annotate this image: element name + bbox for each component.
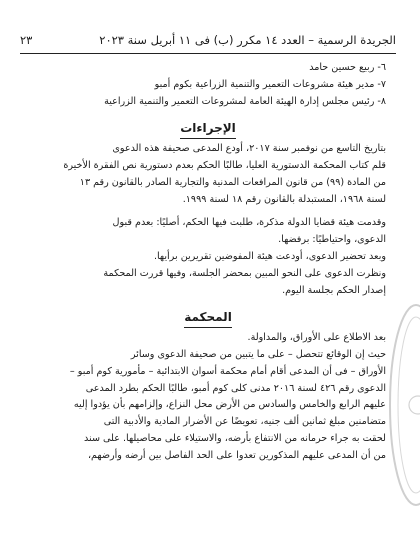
court-paragraph (30, 347, 386, 465)
text-line: من المادة (٩٩) من قانون المرافعات المدنية والتجارية الصادر بالقانون رقم ١٣ (79, 176, 386, 188)
watermark-stamp-icon (388, 300, 420, 510)
header-divider (20, 53, 396, 54)
page-header (20, 30, 396, 50)
party-item: ٧- مدير هيئة مشروعات التعمير والتنمية الزراعية بكوم أمبو (154, 78, 386, 90)
text-line: عليهم الرابع والخامس والسادس من الأرض محل النزاع، وإلزامهم بأن يؤدوا إليه (73, 399, 386, 411)
procedures-paragraph (30, 215, 386, 249)
party-item: ٦- ربيع حسين حامد (309, 62, 386, 73)
text-line: لحقت به جراء حرمانه من الانتفاع بأرضه، والاستيلاء على محاصيلها. على سند (84, 432, 386, 444)
procedures-paragraph (30, 266, 386, 300)
text-line: وبعد تحضير الدعوى، أودعت هيئة المفوضين تقريرين برأيها. (153, 250, 386, 262)
text-line: من أن المدعى عليهم المذكورين تعدوا على الحد الفاصل بين أرضه وأرضهم، (87, 449, 386, 461)
procedures-paragraph (30, 141, 386, 208)
court-paragraph (30, 330, 386, 347)
page-body (30, 60, 386, 554)
text-line: بتاريخ التاسع من نوفمبر سنة ٢٠١٧، أودع المدعى صحيفة هذه الدعوى (112, 143, 386, 155)
party-item: ٨- رئيس مجلس إدارة الهيئة العامة لمشروعات التعمير والتنمية الزراعية (104, 95, 386, 107)
text-line: لسنة ١٩٦٨، المستبدلة بالقانون رقم ١٨ لسنة ١٩٩٩. (182, 193, 386, 205)
text-line: إصدار الحكم بجلسة اليوم. (282, 284, 386, 296)
text-line: قلم كتاب المحكمة الدستورية العليا، طالبًا الحكم بعدم دستورية نص الفقرة الأخيرة (63, 159, 386, 171)
page-number: ٢٣ (20, 33, 33, 47)
text-line: وقدمت هيئة قضايا الدولة مذكرة، طلبت فيها الحكم، أصليًا: بعدم قبول (112, 217, 386, 229)
court-heading: المحكمة (30, 309, 386, 328)
text-line: بعد الاطلاع على الأوراق، والمداولة. (247, 332, 386, 344)
text-line: الأوراق – فى أن المدعى أقام أمام محكمة أسوان الابتدائية – مأمورية كوم أمبو – (69, 365, 386, 377)
text-line: الدعوى رقم ٤٢٦ لسنة ٢٠١٦ مدنى كلى كوم أمبو، طالبًا الحكم بطرد المدعى (85, 382, 386, 394)
text-line: الدعوى، واحتياطيًا: برفضها. (278, 234, 386, 246)
text-line: حيث إن الوقائع تتحصل – على ما يتبين من صحيفة الدعوى وسائر (130, 348, 386, 360)
text-line: ونظرت الدعوى على النحو المبين بمحضر الجلسة، وفيها قررت المحكمة (103, 267, 386, 279)
procedures-heading: الإجراءات (30, 120, 386, 139)
publication-title: الجريدة الرسمية – العدد ١٤ مكرر (ب) فى ١١ أبريل سنة ٢٠٢٣ (99, 33, 396, 47)
procedures-paragraph (30, 249, 386, 266)
text-line: متضامنين مبلغ ثمانين ألف جنيه، تعويضًا عن الأضرار المادية والأدبية التى (103, 416, 386, 428)
